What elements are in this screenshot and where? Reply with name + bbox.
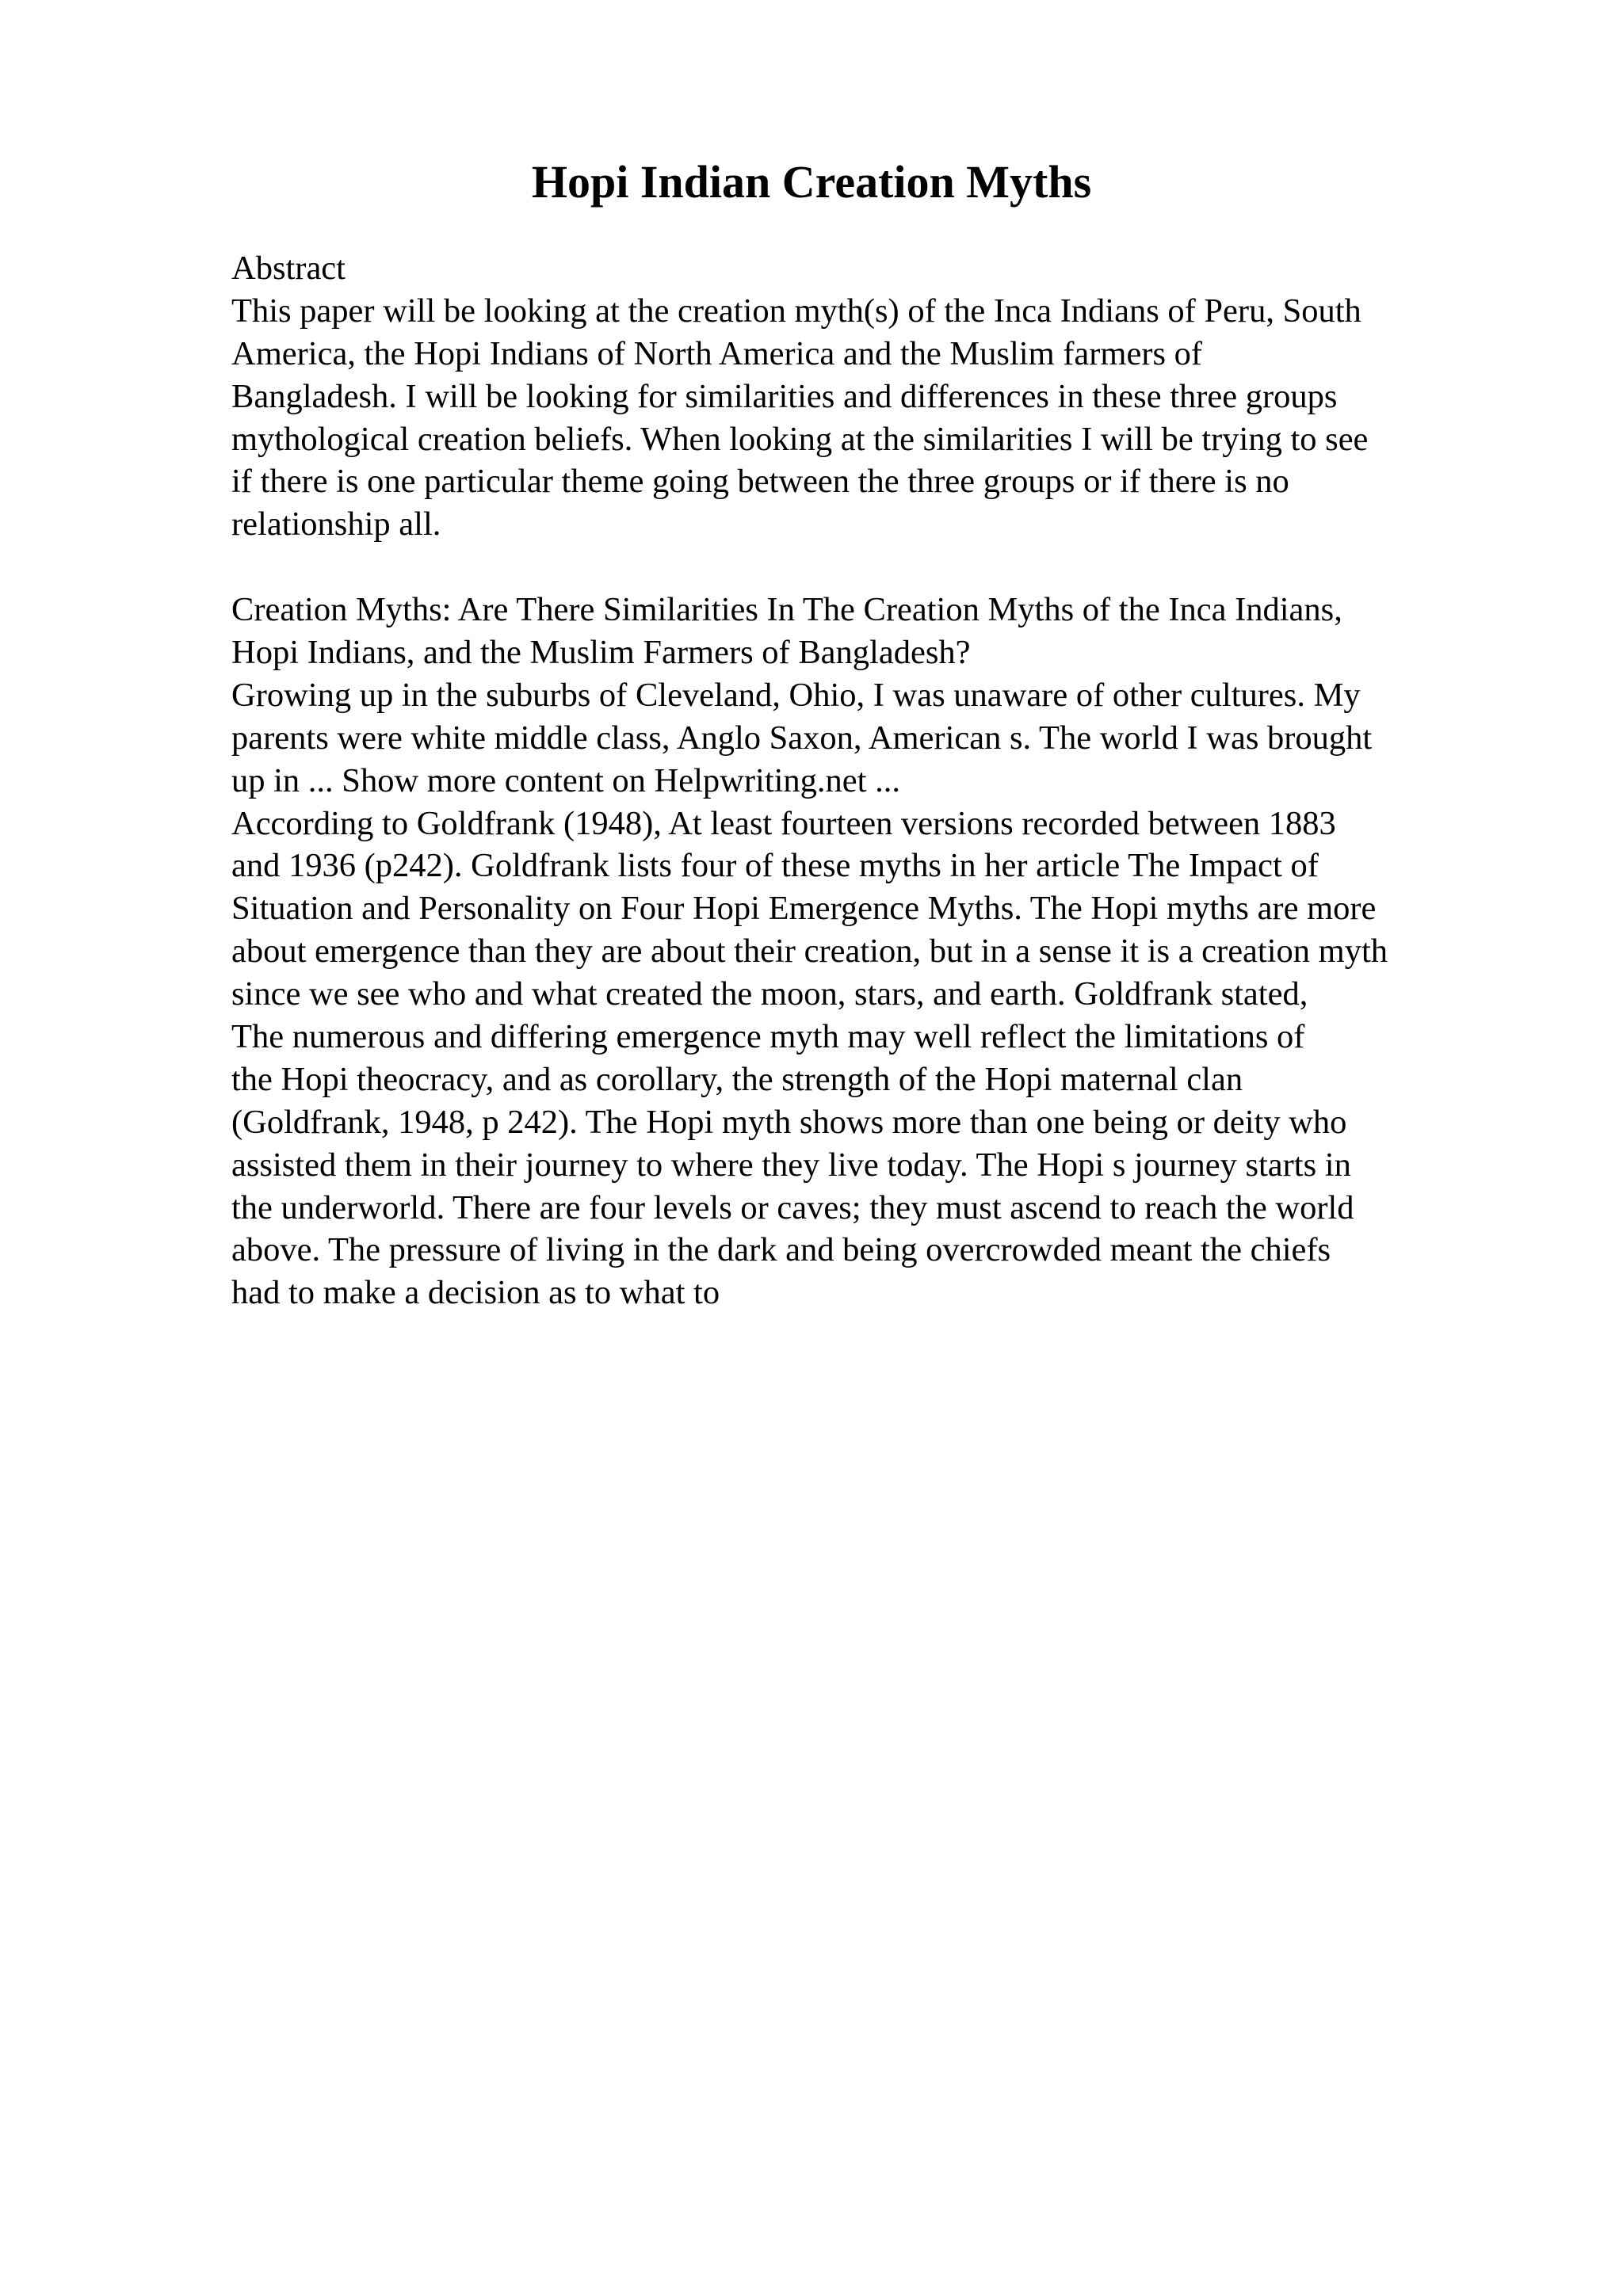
body-line: since we see who and what created the moon, stars, and earth. Goldfrank stated, xyxy=(231,975,1308,1013)
abstract-line: This paper will be looking at the creation myth(s) of the Inca Indians of Peru, South xyxy=(231,292,1361,330)
abstract-line: mythological creation beliefs. When looking at the similarities I will be trying to see xyxy=(231,420,1369,458)
abstract-line: relationship all. xyxy=(231,505,441,543)
paragraph-gap xyxy=(231,546,1594,589)
abstract-line: America, the Hopi Indians of North America and the Muslim farmers of xyxy=(231,334,1203,372)
abstract-line: if there is one particular theme going between the three groups or if there is no xyxy=(231,463,1289,501)
section-heading-line: Hopi Indians, and the Muslim Farmers of Bangladesh? xyxy=(231,634,971,672)
body-line: assisted them in their journey to where they live today. The Hopi s journey starts in xyxy=(231,1146,1351,1184)
body-line: had to make a decision as to what to xyxy=(231,1274,720,1312)
body-line: the Hopi theocracy, and as corollary, the strength of the Hopi maternal clan xyxy=(231,1060,1243,1098)
body-line: parents were white middle class, Anglo Saxon, American s. The world I was brought xyxy=(231,719,1373,757)
body-line: above. The pressure of living in the dark and being overcrowded meant the chiefs xyxy=(231,1231,1331,1269)
body-line: and 1936 (p242). Goldfrank lists four of these myths in her article The Impact of xyxy=(231,847,1319,885)
body-line: about emergence than they are about their creation, but in a sense it is a creation myth xyxy=(231,933,1388,971)
document-body xyxy=(231,247,1594,1314)
abstract-heading: Abstract xyxy=(231,250,346,287)
body-line: According to Goldfrank (1948), At least fourteen versions recorded between 1883 xyxy=(231,804,1336,842)
body-line: the underworld. There are four levels or caves; they must ascend to reach the world xyxy=(231,1188,1354,1226)
document-title: Hopi Indian Creation Myths xyxy=(531,156,1092,208)
body-line: The numerous and differing emergence myth may well reflect the limitations of xyxy=(231,1018,1305,1056)
abstract-line: Bangladesh. I will be looking for similarities and differences in these three groups xyxy=(231,377,1338,415)
body-line: (Goldfrank, 1948, p 242). The Hopi myth shows more than one being or deity who xyxy=(231,1103,1347,1141)
section-heading-line: Creation Myths: Are There Similarities In The Creation Myths of the Inca Indians, xyxy=(231,591,1342,629)
body-line: Growing up in the suburbs of Cleveland, Ohio, I was unaware of other cultures. My xyxy=(231,676,1361,714)
body-line: Situation and Personality on Four Hopi Emergence Myths. The Hopi myths are more xyxy=(231,890,1377,928)
body-line: up in ... Show more content on Helpwriting.net ... xyxy=(231,761,900,799)
